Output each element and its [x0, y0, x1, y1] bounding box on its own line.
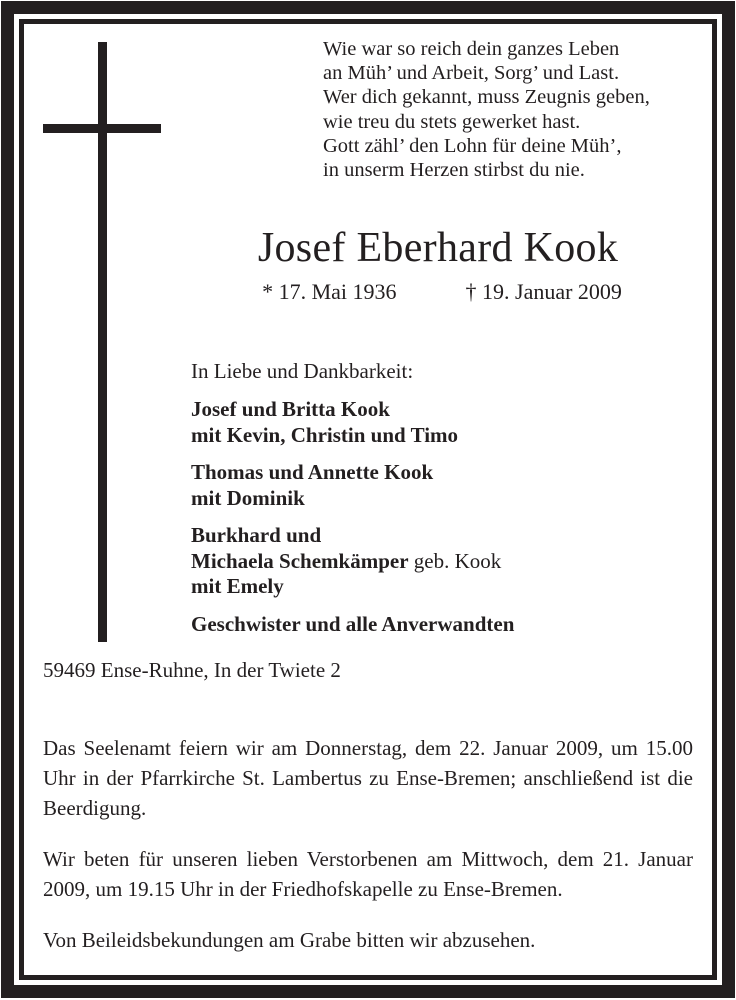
- mourner-group: [191, 397, 514, 448]
- mourner-suffix: geb. Kook: [408, 548, 502, 573]
- address-line: 59469 Ense-Ruhne, In der Twiete 2: [43, 658, 341, 682]
- outer-border-frame: [1, 1, 735, 998]
- poem-line: in unserm Herzen stirbst du nie.: [323, 159, 585, 182]
- notice-content: [24, 24, 712, 975]
- cross-horizontal-bar: [43, 124, 161, 133]
- funeral-service-paragraph: Das Seelenamt feiern wir am Donnerstag, dem 22. Januar 2009, um 15.00 Uhr in der Pfarrkirche St. Lambertus zu Ense-Bremen; anschließend ist die Beerdigung.: [43, 736, 693, 820]
- deceased-name-block: [24, 224, 712, 305]
- mourner-name: Thomas und Annette Kook: [191, 460, 434, 484]
- prayer-service-paragraph: Wir beten für unseren lieben Verstorbenen am Mittwoch, dem 21. Januar 2009, um 19.15 Uhr in der Friedhofskapelle zu Ense-Bremen.: [43, 847, 693, 901]
- poem-line: an Müh’ und Arbeit, Sorg’ und Last.: [323, 62, 620, 85]
- mourner-name: mit Kevin, Christin und Timo: [191, 422, 459, 447]
- poem-line: wie treu du stets gewerket hast.: [323, 110, 581, 133]
- mourner-line: [191, 423, 514, 449]
- mourner-name: mit Dominik: [191, 485, 305, 510]
- poem-line: Wie war so reich dein ganzes Leben: [323, 38, 620, 60]
- deceased-name: Josef Eberhard Kook: [257, 225, 619, 271]
- latin-cross-icon: [43, 42, 183, 642]
- cross-vertical-bar: [98, 42, 107, 642]
- death-date: † 19. Januar 2009: [465, 279, 622, 304]
- mourner-name: Burkhard und: [191, 523, 322, 547]
- mourner-line: [191, 549, 514, 575]
- inner-border-rule: [19, 19, 717, 980]
- birth-date: * 17. Mai 1936: [262, 279, 397, 304]
- border-gap: [14, 14, 722, 985]
- memorial-poem: [323, 37, 650, 182]
- mourner-line: [191, 523, 514, 549]
- mourners-intro: In Liebe und Dankbarkeit:: [191, 359, 414, 383]
- mourner-name: Josef und Britta Kook: [191, 397, 390, 421]
- mourner-group: [191, 460, 514, 511]
- mourner-name: mit Emely: [191, 574, 284, 598]
- mourner-line: [191, 612, 514, 638]
- lower-section: [43, 657, 693, 955]
- mourner-line: [191, 486, 514, 512]
- mourner-line: [191, 397, 514, 423]
- mourner-name: Geschwister und alle Anverwandten: [191, 611, 515, 636]
- mourner-line: [191, 574, 514, 600]
- mourner-group: [191, 612, 514, 638]
- mourner-group: [191, 523, 514, 600]
- poem-line: Gott zähl’ den Lohn für deine Müh’,: [323, 134, 622, 157]
- condolences-note: Von Beileidsbekundungen am Grabe bitten wir abzusehen.: [43, 928, 536, 952]
- life-dates: [24, 279, 712, 305]
- mourner-name: Michaela Schemkämper: [191, 548, 409, 573]
- poem-line: Wer dich gekannt, muss Zeugnis geben,: [323, 86, 650, 109]
- mourners-list: [191, 359, 514, 637]
- mourner-line: [191, 460, 514, 486]
